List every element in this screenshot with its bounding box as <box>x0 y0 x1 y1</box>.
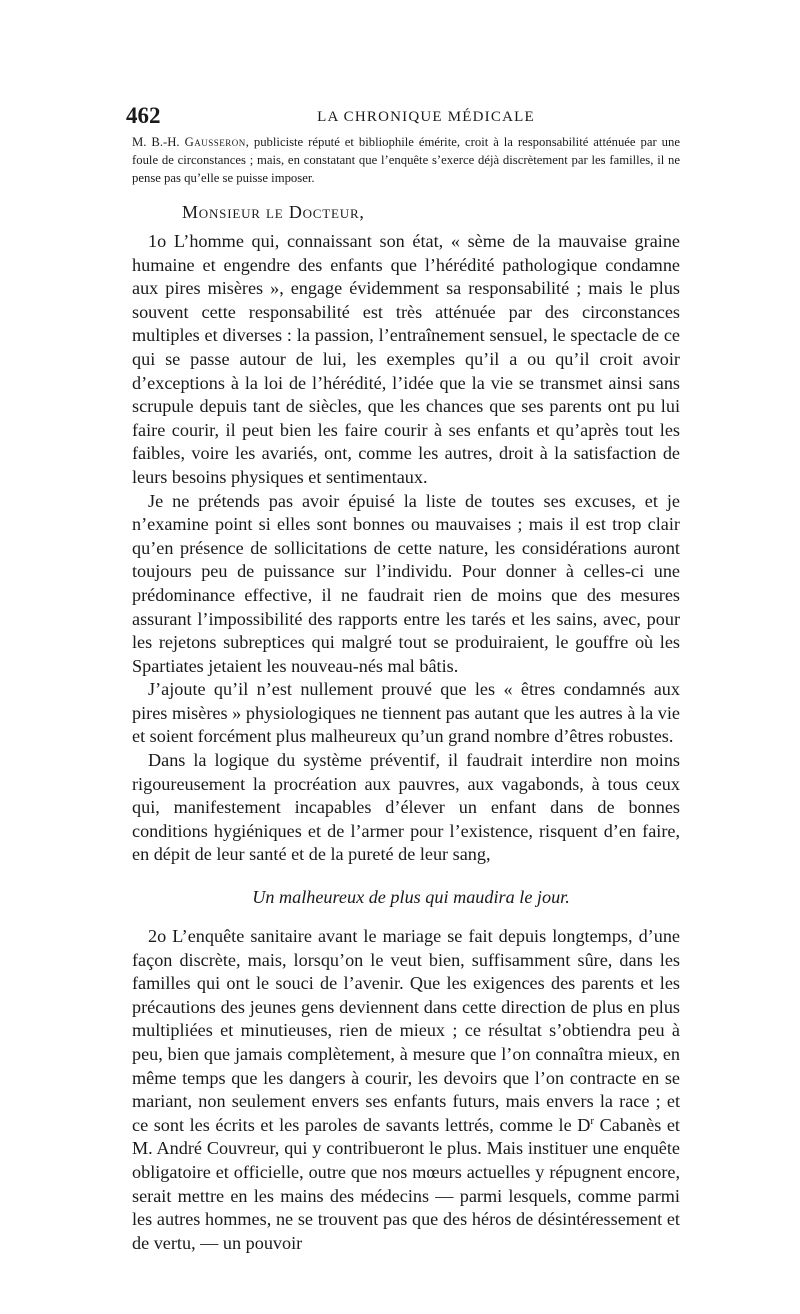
page <box>126 103 680 1255</box>
intro-author-name: Gausseron <box>184 135 246 149</box>
paragraph-4: Dans la logique du système préventif, il faudrait interdire non moins rigoureusement la procréation aux pauvres, aux vagabonds, à tous ceux qui, manifestement incapables d’élever un enfant dans de bonnes conditions hygiéniques et de l’armer pour l’existence, risquent d’en faire, en dépit de leur santé et de la pureté de leur sang, <box>132 750 680 865</box>
journal-title: LA CHRONIQUE MÉDICALE <box>317 109 535 125</box>
paragraph-3: J’ajoute qu’il n’est nullement prouvé que les « êtres condamnés aux pires misères » physiologiques ne tiennent pas autant que les autres à la vie et soient forcément plus malheureux qu’un grand nombre d’êtres robustes. <box>132 679 680 747</box>
salutation: Monsieur le Docteur, <box>182 202 365 222</box>
paragraph-5-before: 2o L’enquête sanitaire avant le mariage se fait depuis longtemps, d’une façon discrète, mais, lorsqu’on le veut bien, suffisamment sûre, dans les familles qui ont le souci de l’avenir. Que les exigences des parents et les précautions des jeunes gens deviennent dans cette direction de plus en plus multipliées et minutieuses, rien de mieux ; ce résultat s’obtiendra peu à peu, bien que jamais complètement, à mesure que l’on connaîtra mieux, en même temps que les dangers à courir, les devoirs que l’on contracte en se mariant, non seulement envers ses enfants futurs, mais envers la race ; et ce sont les écrits et les paroles de savants lettrés, comme le D <box>132 926 680 1135</box>
intro-note <box>132 133 680 187</box>
running-head <box>126 103 680 129</box>
paragraph-5-after: Cabanès et M. André Couvreur, qui y contribueront le plus. Mais instituer une enquête obligatoire et officielle, outre que nos mœurs actuelles y répugnent encore, serait mettre en les mains des médecins — parmi lesquels, comme parmi les autres hommes, ne se trouvent pas que des héros de désintéressement et de vertu, — un pouvoir <box>132 1114 680 1253</box>
intro-text: , publiciste réputé et bibliophile émérite, croit à la responsabilité atténuée par une foule de circonstances ; mais, en constatant que l’enquête s’exerce déjà discrètement par les familles, il ne pense pas qu’elle se puisse imposer. <box>132 135 680 185</box>
page-number: 462 <box>126 103 161 128</box>
doctor-superscript: r <box>590 1114 595 1127</box>
paragraph-5 <box>132 925 680 1255</box>
paragraph-1: 1o L’homme qui, connaissant son état, « sème de la mauvaise graine humaine et engendre des enfants que l’hérédité pathologique condamne aux pires misères », engage évidemment sa responsabilité ; mais le plus souvent cette responsabilité est très atténuée par des circonstances multiples et diverses : la passion, l’entraînement sensuel, le spectacle de ce qui se passe autour de lui, les exemples qu’il a ou qu’il croit avoir d’exceptions à la loi de l’hérédité, l’idée que la vie se transmet ainsi sans scrupule depuis tant de siècles, que les chances que ses parents ont pu lui faire courir, il peut bien les faire courir à ses enfants et qu’après tout les faibles, voire les avariés, ont, comme les autres, droit à la satisfaction de leurs besoins physiques et sentimentaux. <box>132 231 680 487</box>
intro-author-prefix: M. B.-H. <box>132 135 185 149</box>
paragraph-2: Je ne prétends pas avoir épuisé la liste de toutes ses excuses, et je n’examine point si elles sont bonnes ou mauvaises ; mais il est trop clair qu’en présence de sollicitations de cette nature, les considérations auront toujours peu de puissance sur l’individu. Pour donner à celles-ci une prédominance effective, il ne faudrait rien de moins que des mesures assurant l’impossibilité des rapports entre les tarés et les sains, avec, pour les rejetons subreptices qui malgré tout se produiraient, le gouffre où les Spartiates jetaient les nouveau-nés mal bâtis. <box>132 490 680 676</box>
verse-quote: Un malheureux de plus qui maudira le jour. <box>252 887 570 908</box>
